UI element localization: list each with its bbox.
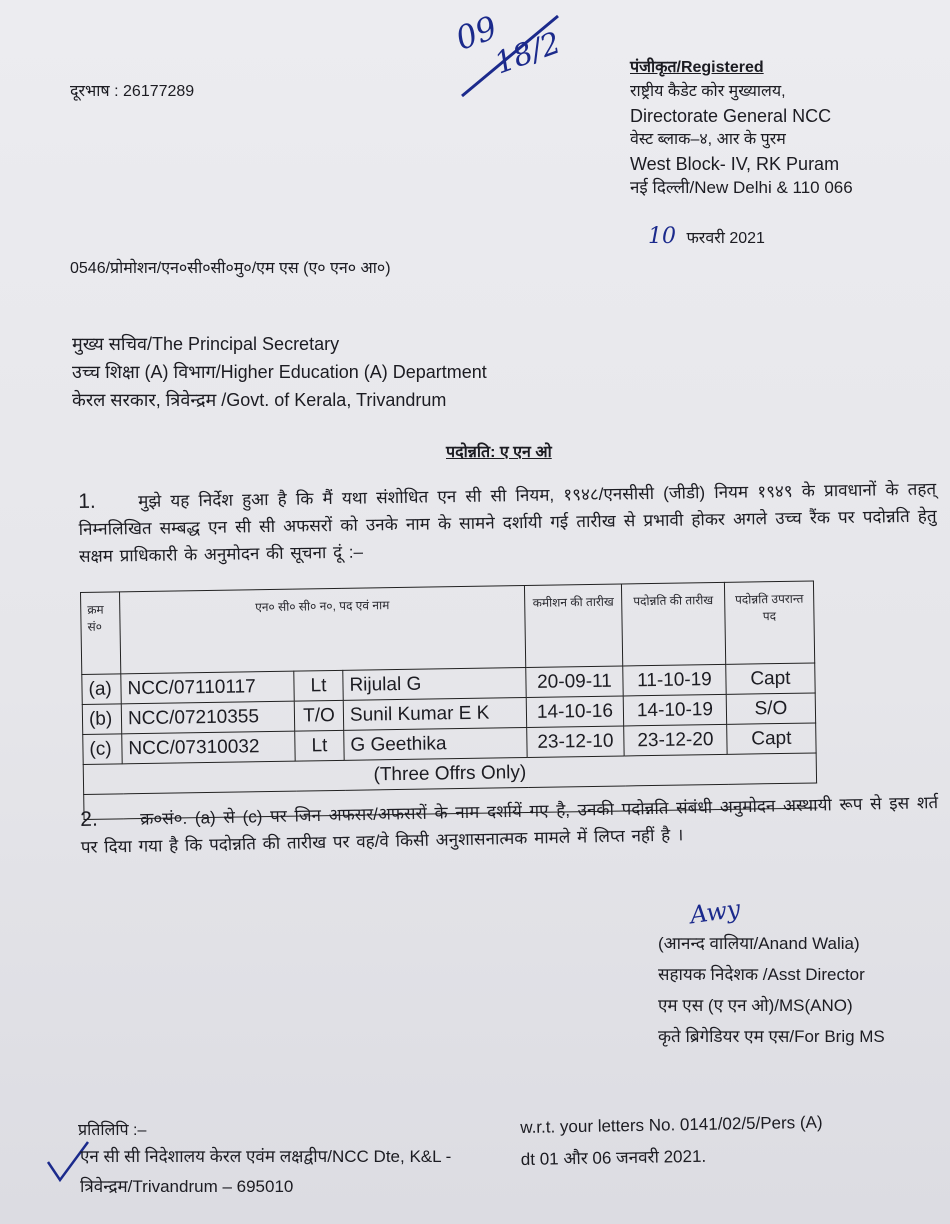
- header-commission-date: कमीशन की तारीख: [524, 584, 622, 668]
- signature-block: [658, 930, 885, 1054]
- block-hindi: वेस्ट ब्लाक–४, आर के पुरम: [630, 131, 786, 148]
- row-commission-date: 14-10-16: [526, 696, 623, 728]
- date-day-handwritten: 10: [648, 224, 676, 249]
- copy-recipient: [80, 1142, 451, 1202]
- copy-label: प्रतिलिपि :–: [78, 1122, 147, 1139]
- row-ncc-no: NCC/07110117: [121, 671, 294, 704]
- copy-recipient-line2: त्रिवेन्द्रम/Trivandrum – 695010: [80, 1177, 294, 1196]
- registered-label: पंजीकृत/Registered: [630, 59, 764, 76]
- row-serial: (a): [82, 674, 121, 705]
- office-name: Directorate General NCC: [630, 106, 832, 126]
- table-header-row: [81, 581, 815, 675]
- row-serial: (c): [83, 734, 122, 765]
- signatory-designation: सहायक निदेशक /Asst Director: [658, 965, 865, 984]
- row-commission-date: 20-09-11: [526, 666, 623, 698]
- sender-address: [630, 56, 853, 200]
- handwritten-diary-mark: [448, 8, 588, 103]
- recipient-department: उच्च शिक्षा (A) विभाग/Higher Education (A) Department: [72, 362, 487, 382]
- handwritten-mark-bottom: 18/2: [490, 25, 566, 82]
- letter-date: [648, 224, 765, 249]
- header-ncc-no-rank-name: एन० सी० सी० न०, पद एवं नाम: [120, 586, 526, 674]
- signatory-section: एम एस (ए एन ओ)/MS(ANO): [658, 996, 853, 1015]
- paragraph-1-number: 1.: [78, 489, 96, 513]
- copy-recipient-line1: एन सी सी निदेशालय केरल एवंम लक्षद्वीप/NCC Dte, K&L -: [80, 1147, 452, 1166]
- date-month-year: फरवरी 2021: [686, 230, 765, 247]
- phone-number: दूरभाष : 26177289: [70, 83, 195, 100]
- row-name: Sunil Kumar E K: [343, 698, 526, 731]
- handwritten-mark-top: 09: [450, 8, 502, 58]
- block-address: West Block- IV, RK Puram: [630, 154, 840, 174]
- signatory-name: (आनन्द वालिया/Anand Walia): [658, 934, 860, 953]
- table-total: (Three Offrs Only): [83, 753, 816, 795]
- row-new-rank: Capt: [726, 663, 815, 694]
- city-address: नई दिल्ली/New Delhi & 110 066: [630, 178, 853, 197]
- row-serial: (b): [82, 704, 121, 735]
- row-rank: T/O: [294, 700, 343, 731]
- row-ncc-no: NCC/07210355: [121, 701, 294, 734]
- recipient-block: [72, 330, 487, 414]
- row-rank: Lt: [294, 670, 343, 701]
- row-rank: Lt: [295, 730, 344, 761]
- promotion-table: [80, 580, 817, 820]
- row-promotion-date: 23-12-20: [624, 724, 727, 756]
- row-promotion-date: 11-10-19: [623, 664, 726, 696]
- header-serial: क्रम सं०: [81, 592, 121, 675]
- row-name: G Geethika: [344, 728, 527, 761]
- paragraph-2-text: क्र०सं०. (a) से (c) पर जिन अफसर/अफसरों के नाम दर्शायें गए है, उनकी पदोन्नति संबंधी अनुमोदन अस्थायी रूप से इस शर्त पर दिया गया है कि पदोन्नति की तारीख पर वह/वे किसी अनुशासनात्मक मामले में लिप्त नहीं है ।: [80, 793, 939, 857]
- office-hindi: राष्ट्रीय कैडेट कोर मुख्यालय,: [630, 83, 786, 100]
- paragraph-1: [78, 475, 937, 570]
- paragraph-2-number: 2.: [80, 807, 99, 831]
- recipient-title: मुख्य सचिव/The Principal Secretary: [72, 334, 340, 354]
- row-ncc-no: NCC/07310032: [122, 731, 295, 764]
- paragraph-1-text: मुझे यह निर्देश हुआ है कि मैं यथा संशोधित एन सी सी नियम, १९४८/एनसीसी (जीडी) नियम १९४९ के प्रावधानों के तहत् निम्नलिखित सम्बद्ध एन सी सी अफसरों को उनके नाम के सामने दर्शायी गई तारीख से प्रभावी होकर अगले उच्च रैंक पर पदोन्नति हेतु सक्षम प्राधिकारी के अनुमोदन की सूचना दूं :–: [78, 479, 937, 566]
- row-new-rank: Capt: [727, 723, 816, 754]
- header-post-promotion-rank: पदोन्नति उपरान्त पद: [724, 581, 814, 664]
- reference-number: 0546/प्रोमोशन/एन०सी०सी०मु०/एम एस (ए० एन० आ०): [70, 260, 391, 277]
- subject-line: पदोन्नति: ए एन ओ: [446, 444, 552, 461]
- row-commission-date: 23-12-10: [527, 726, 624, 758]
- signatory-for: कृते ब्रिगेडियर एम एस/For Brig MS: [658, 1027, 885, 1046]
- row-promotion-date: 14-10-19: [623, 694, 726, 726]
- row-name: Rijulal G: [343, 668, 526, 701]
- recipient-government: केरल सरकार, त्रिवेन्द्रम /Govt. of Kerala, Trivandrum: [72, 390, 447, 410]
- header-promotion-date: पदोन्नति की तारीख: [621, 582, 725, 666]
- signature-scrawl: Awy: [688, 894, 743, 930]
- copy-reference-line2: dt 01 और 06 जनवरी 2021.: [520, 1146, 707, 1169]
- copy-reference-line1: w.r.t. your letters No. 0141/02/5/Pers (A): [520, 1112, 823, 1137]
- copy-reference: [520, 1107, 823, 1176]
- row-new-rank: S/O: [726, 693, 815, 724]
